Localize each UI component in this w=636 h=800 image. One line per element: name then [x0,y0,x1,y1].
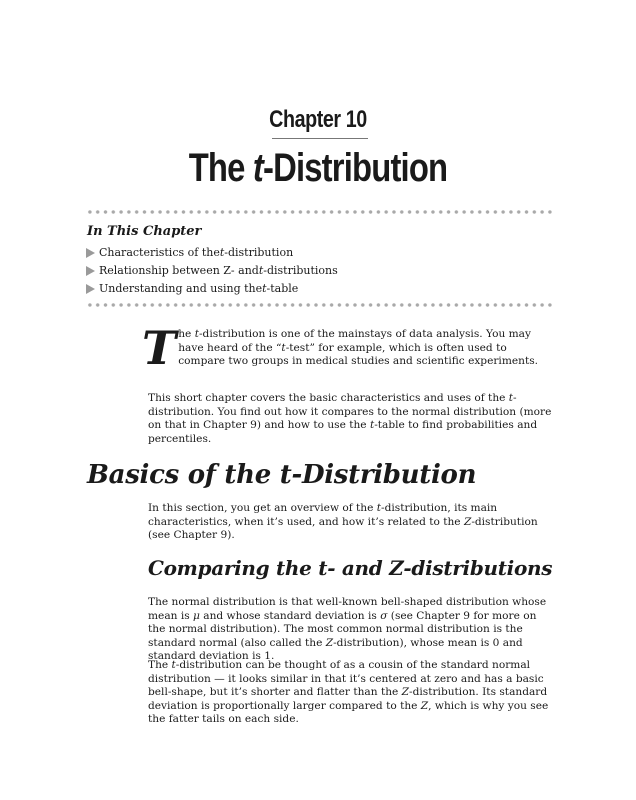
bullet-triangle-icon [86,248,95,258]
drop-cap: T [142,321,177,375]
bullet-triangle-icon [86,266,95,276]
comparing-paragraph-1: The normal distribution is that well-known bell-shaped distribution whose mean is μ and whose standard deviation is σ (see Chapter 9 for more on the normal distribution). The most common normal distribution is the standard normal (also called the Z-distribution), whose mean is 0 and standard deviation is 1. [148,596,547,663]
section-heading-basics: Basics of the t-Distribution [87,460,477,490]
subsection-heading-comparing: Comparing the t- and Z-distributions [148,556,553,580]
bullet-triangle-icon [86,284,95,294]
list-item: Characteristics of the t -distribution [86,244,338,262]
comparing-paragraph-2: The t-distribution can be thought of as a cousin of the standard normal distribution — it looks similar in that it’s centered at zero and has a basic bell-shape, but it’s shorter and flatter than the Z-distribution. Its standard deviation is proportionally larger compared to the Z, which is why you see the fatter tails on each side. [148,659,549,726]
intro-paragraph-2: This short chapter covers the basic characteristics and uses of the t-distribution. You find out how it compares to the normal distribution (more on that in Chapter 9) and how to use the t-table to find probabilities and percentiles. [148,392,552,445]
section-basics-paragraph: In this section, you get an overview of the t-distribution, its main characteristics, when it’s used, and how it’s related to the Z-distribution (see Chapter 9). [148,502,538,542]
list-item: Relationship between Z- and t -distributions [86,262,338,280]
chapter-title: The t-Distribution [188,146,448,190]
chapter-number: Chapter 10 [269,106,367,133]
dotted-divider-top [86,209,554,215]
intro-paragraph-1: The t-distribution is one of the mainstays of data analysis. You may have heard of the “t-test” for example, which is often used to compare two groups in medical studies and scientific experiments. [142,321,539,375]
in-this-chapter-list [86,244,338,298]
dotted-divider-bottom [86,302,554,308]
chapter-rule [272,138,368,139]
list-item: Understanding and using the t -table [86,280,338,298]
in-this-chapter-heading: In This Chapter [87,224,202,239]
